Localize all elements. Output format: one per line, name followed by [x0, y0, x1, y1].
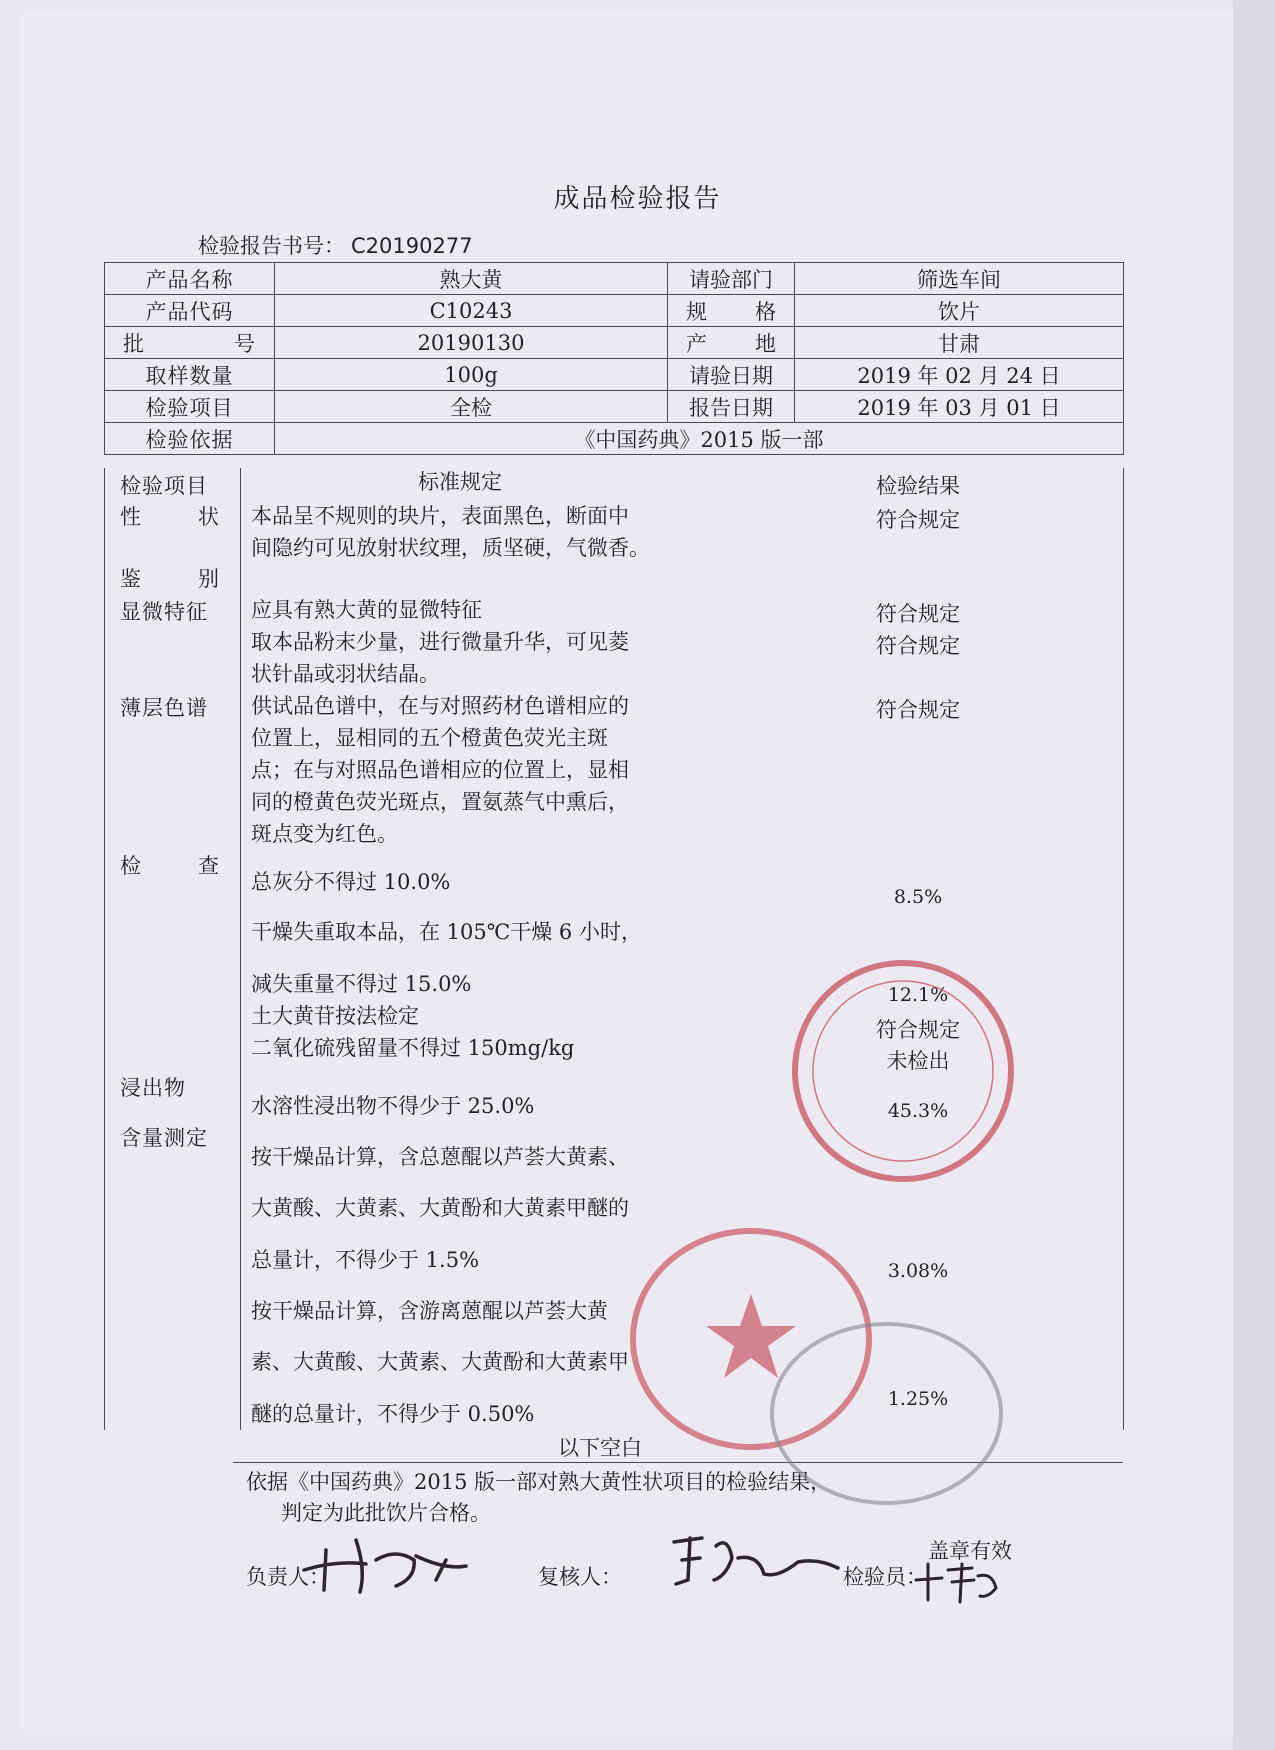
- signature-responsible: [296, 1530, 486, 1600]
- item-label: 含量测定: [120, 1126, 208, 1150]
- cell-label: 规 格: [668, 295, 795, 327]
- cell-value: 100g: [275, 359, 668, 391]
- standard-text: 总量计，不得少于 1.5%: [251, 1248, 480, 1272]
- cell-value: 2019 年 02 月 24 日: [795, 359, 1124, 391]
- conclusion-line2: 判定为此批饮片合格。: [281, 1501, 491, 1525]
- blank-note: 以下空白: [558, 1436, 642, 1460]
- result-value: 符合规定: [876, 508, 960, 532]
- responsible-label: 负责人：: [246, 1565, 330, 1589]
- basis-value: 《中国药典》2015 版一部: [275, 423, 1124, 455]
- page-edge: [1233, 0, 1275, 1750]
- report-number-label: 检验报告书号：: [198, 234, 345, 258]
- cell-value: 全检: [275, 391, 668, 423]
- result-value: 12.1%: [887, 984, 949, 1006]
- result-value: 符合规定: [876, 1018, 960, 1042]
- standard-text: 位置上，显相同的五个橙黄色荧光主斑: [251, 726, 608, 750]
- seal-valid-note: 盖章有效: [928, 1539, 1012, 1563]
- standard-text: 醚的总量计，不得少于 0.50%: [251, 1402, 535, 1426]
- cell-label: 请验日期: [668, 359, 795, 391]
- cell-label: 产品名称: [105, 263, 275, 295]
- standard-text: 斑点变为红色。: [251, 822, 398, 846]
- col-header-result: 检验结果: [876, 474, 960, 498]
- cell-label: 报告日期: [668, 391, 795, 423]
- cell-label: 请验部门: [668, 263, 795, 295]
- column-divider: [240, 468, 241, 1430]
- item-label: 浸出物: [120, 1076, 186, 1100]
- item-label: 鉴 别: [120, 567, 220, 591]
- table-row: [105, 263, 1124, 295]
- report-number: [192, 230, 473, 260]
- inspector-label: 检验员：: [843, 1565, 927, 1589]
- standard-text: 素、大黄酸、大黄素、大黄酚和大黄素甲: [251, 1350, 629, 1374]
- item-label: 性 状: [120, 505, 220, 529]
- standard-text: 本品呈不规则的块片，表面黑色，断面中: [251, 504, 629, 528]
- table-row: [105, 359, 1124, 391]
- result-value: 未检出: [886, 1049, 950, 1073]
- result-value: 8.5%: [893, 886, 943, 908]
- standard-text: 二氧化硫残留量不得过 150mg/kg: [251, 1036, 575, 1060]
- cell-label: 检验项目: [105, 391, 275, 423]
- table-row: [105, 295, 1124, 327]
- cell-label: 批 号: [105, 327, 275, 359]
- result-value: 符合规定: [876, 634, 960, 658]
- standard-text: 间隐约可见放射状纹理，质坚硬，气微香。: [251, 536, 650, 560]
- item-label: 薄层色谱: [120, 696, 208, 720]
- cell-value: 甘肃: [795, 327, 1124, 359]
- col-header-standard: 标准规定: [418, 470, 502, 494]
- cell-label: 取样数量: [105, 359, 275, 391]
- item-label: 显微特征: [120, 600, 208, 624]
- cell-value: 20190130: [275, 327, 668, 359]
- standard-text: 同的橙黄色荧光斑点，置氨蒸气中熏后，: [251, 790, 629, 814]
- report-number-value: C20190277: [351, 234, 473, 258]
- cell-label: 产 地: [668, 327, 795, 359]
- cell-value: 2019 年 03 月 01 日: [795, 391, 1124, 423]
- standard-text: 供试品色谱中，在与对照药材色谱相应的: [251, 694, 629, 718]
- standard-text: 状针晶或羽状结晶。: [251, 662, 440, 686]
- standard-text: 总灰分不得过 10.0%: [251, 870, 451, 894]
- standard-text: 点；在与对照品色谱相应的位置上，显相: [251, 758, 629, 782]
- result-value: 符合规定: [876, 698, 960, 722]
- standard-text: 应具有熟大黄的显微特征: [251, 598, 482, 622]
- table-row: [105, 423, 1124, 455]
- signature-reviewer: [668, 1528, 848, 1594]
- standard-text: 取本品粉末少量，进行微量升华，可见菱: [251, 630, 629, 654]
- cell-value: C10243: [275, 295, 668, 327]
- footer-divider: [233, 1462, 1123, 1463]
- cell-value: 熟大黄: [275, 263, 668, 295]
- cell-label: 产品代码: [105, 295, 275, 327]
- table-row: [105, 327, 1124, 359]
- header-table: [104, 262, 1124, 455]
- col-header-item: 检验项目: [120, 474, 208, 498]
- cell-value: 饮片: [795, 295, 1124, 327]
- conclusion-line1: 依据《中国药典》2015 版一部对熟大黄性状项目的检验结果，: [246, 1470, 832, 1494]
- standard-text: 按干燥品计算，含总蒽醌以芦荟大黄素、: [251, 1145, 629, 1169]
- result-value: 1.25%: [887, 1388, 949, 1410]
- signature-inspector: [912, 1556, 1002, 1606]
- result-value: 45.3%: [887, 1100, 949, 1122]
- standard-text: 水溶性浸出物不得少于 25.0%: [251, 1094, 535, 1118]
- standard-text: 按干燥品计算，含游离蒽醌以芦荟大黄: [251, 1299, 608, 1323]
- table-row: [105, 391, 1124, 423]
- cell-value: 筛选车间: [795, 263, 1124, 295]
- basis-label: 检验依据: [105, 423, 275, 455]
- item-label: 检 查: [120, 854, 220, 878]
- standard-text: 大黄酸、大黄素、大黄酚和大黄素甲醚的: [251, 1196, 629, 1220]
- reviewer-label: 复核人：: [538, 1565, 622, 1589]
- result-value: 符合规定: [876, 602, 960, 626]
- report-title: 成品检验报告: [553, 184, 722, 214]
- quality-seal-gray: [770, 1322, 1003, 1505]
- seal-arc: [778, 946, 1027, 1195]
- standard-text: 土大黄苷按法检定: [251, 1004, 419, 1028]
- result-value: 3.08%: [887, 1260, 949, 1282]
- standard-text: 干燥失重取本品，在 105℃干燥 6 小时，: [251, 920, 642, 944]
- standard-text: 减失重量不得过 15.0%: [251, 972, 472, 996]
